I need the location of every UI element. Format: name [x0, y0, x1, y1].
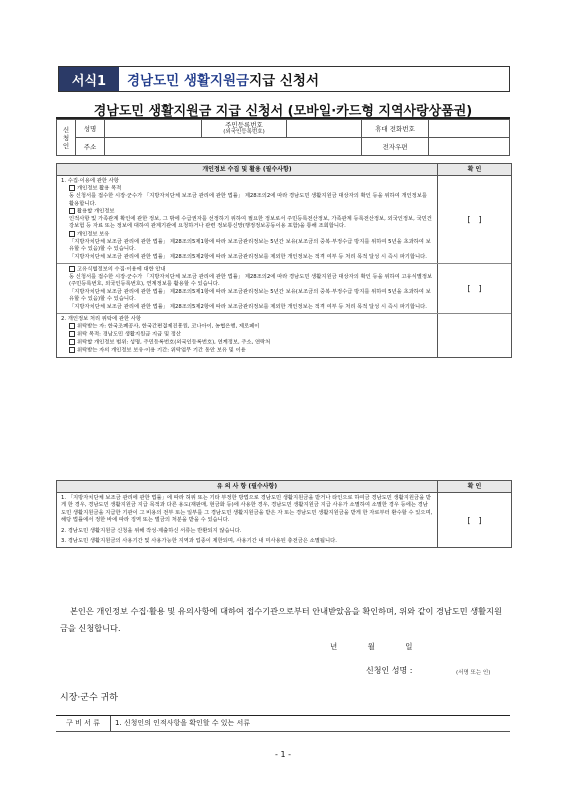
notes-block — [57, 493, 511, 547]
name-label: 성명 — [76, 120, 105, 138]
privacy-block-1 — [57, 176, 511, 264]
consent-statement: 본인은 개인정보 수집·활용 및 유의사항에 대하여 접수기관으로부터 안내받았음을 확인하며, 위와 같이 경남도민 생활지원금을 신청합니다. — [60, 606, 502, 633]
header-title — [119, 67, 319, 91]
checkbox-icon — [69, 339, 75, 345]
rrn-label-cell — [202, 120, 287, 138]
unique-id-text-1: 동 신청서를 접수한 시장·군수가 「지방자치단체 보조금 관리에 관한 법률」 제28조의2에 따라 경남도민 생활지원금 대상자의 확인 등을 위하여 고유식별정보(주민등록번호, 외국인등록번호), 연계정보를 활용할 수 있습니다. — [69, 273, 433, 288]
attachment-label: 구 비 서 류 — [56, 716, 111, 731]
signer-label[interactable]: 신청인 성명 : — [366, 666, 413, 675]
privacy-block-2 — [57, 264, 511, 314]
outsourcing-item: 위탁받는 자: 한국조폐공사, 한국간편결제진흥원, 코나아이, 농협은행, 제로페이 — [61, 323, 433, 331]
retention-text-2: 「지방자치단체 보조금 관리에 관한 법률」 제28조의5제2항에 따라 보조금관리정보를 제외한 개인정보는 적격 여부 등 처리 목적 달성 시 즉시 파기합니다. — [69, 253, 427, 260]
applicant-side-label: 신청인 — [57, 120, 76, 156]
privacy-confirm-box-2[interactable]: [ ] — [467, 283, 482, 293]
name-field[interactable] — [105, 120, 202, 138]
checkbox-icon — [69, 323, 75, 329]
notes-section-header — [57, 481, 511, 493]
applicant-table — [56, 119, 510, 156]
header-title-rest: 지급 신청서 — [249, 73, 319, 89]
notes-confirm-heading: 확 인 — [467, 483, 482, 490]
phone-label: 휴대 전화번호 — [362, 120, 429, 138]
notes-heading: 유 의 사 항 (필수사항) — [57, 481, 438, 492]
purpose-heading: 개인정보 활용 목적 — [61, 185, 433, 193]
address-label: 주소 — [76, 138, 105, 156]
notes-confirm-box[interactable]: [ ] — [467, 515, 482, 525]
privacy-confirm-heading: 확 인 — [467, 166, 482, 173]
rrn-label: 주민등록번호 — [225, 120, 263, 129]
signature-note: (서명 또는 인) — [456, 670, 491, 676]
checkbox-icon — [69, 231, 75, 237]
outsourcing-confirm-cell — [438, 314, 511, 357]
note-1: 1. 「지방자치단체 보조금 관리에 관한 법률」에 따라 허위 또는 기타 부정한 방법으로 경남도민 생활지원금을 받거나 타인으로 하여금 경남도민 생활지원금을 받게 한 경우, 경남도민 생활지원금 지급 목적과 다른 용도(재판매, 현금화 등)에 사용한 경우, 경남도민 생활지원금 지급 사유가 소멸하여 소멸한 경우 등에는 경남도민 생활지원금을 지급한 기관이 그 비용의 전부 또는 일부를 그 경남도민 생활지원금을 받은 자 또는 경남도민 생활지원금을 받게 한 자로부터 환수할 수 있으며, 해당 법률에서 정한 바에 따라 징역 또는 벌금의 처분을 받을 수 있습니다. — [61, 495, 433, 524]
info-heading: 활용할 개인정보 — [61, 208, 433, 216]
privacy-confirm-box-1[interactable]: [ ] — [467, 214, 482, 224]
info-text: 인적사항 및 가족관계 확인에 관한 정보, 그 밖에 수급권자를 선정하기 위하여 필요한 정보로서 주민등록전산정보, 가족관계 등록전산정보, 외국인정보, 국민건강보험 등 자료 또는 정보에 대하여 관계기관에 요청하거나 관련 정보통신망(행정정보공동이용 포함)을 통해 조회합니다. — [69, 216, 432, 230]
privacy-section-header — [57, 164, 511, 176]
email-field[interactable] — [429, 138, 510, 156]
outsourcing-title: 2. 개인정보 처리 위탁에 관한 사항 — [61, 315, 141, 322]
checkbox-icon — [69, 331, 75, 337]
checkbox-icon — [69, 347, 75, 353]
note-3: 3. 경남도민 생활지원금의 사용기간 및 사용가능한 지역과 업종이 제한되며, 사용기간 내 미사용된 충전금은 소멸됩니다. — [61, 538, 337, 545]
checkbox-icon — [69, 208, 75, 214]
form-number-badge: 서식1 — [59, 67, 119, 91]
outsourcing-item: 위탁 목적: 경남도민 생활지원금 지급 및 정산 — [61, 331, 433, 339]
attachment-value: 1. 신청인의 인적사항을 확인할 수 있는 서류 — [115, 719, 250, 727]
outsourcing-item: 위탁할 개인정보 범위: 성명, 주민등록번호(외국인등록번호), 연계정보, 주소, 연락처 — [61, 339, 433, 347]
notes-section — [56, 480, 512, 548]
date-line[interactable]: 년 월 일 — [330, 642, 427, 651]
rrn-sublabel: (외국인등록번호) — [223, 128, 265, 135]
note-2: 2. 경남도민 생활지원금 신청을 위해 작성·제출하신 서류는 반환되지 않습니다. — [61, 527, 242, 534]
rrn-field[interactable] — [287, 120, 362, 138]
purpose-text: 동 신청서를 접수한 시장·군수가 「지방자치단체 보조금 관리에 관한 법률」 제28조의2에 따라 경남도민 생활지원금 대상자의 확인 등을 위하여 개인정보를 활용합니다. — [69, 193, 428, 207]
outsourcing-item: 위탁받는 자의 개인정보 보유·이용 기간: 위탁업무 기간 동안 보유 및 이용 — [61, 347, 433, 355]
unique-id-text-2: 「지방자치단체 보조금 관리에 관한 법률」 제28조의5제1항에 따라 보조금관리정보는 5년간 보유(보조금의 중복·부정수급 방지를 위하여 5년을 초과하여 보유할 수 있음)할 수 있습니다. — [69, 288, 431, 303]
phone-field[interactable] — [429, 120, 510, 138]
checkbox-icon — [69, 266, 75, 272]
form-number-header — [58, 66, 510, 92]
collection-title: 1. 수집·이용에 관한 사항 — [61, 178, 119, 184]
unique-id-text-3: 「지방자치단체 보조금 관리에 관한 법률」 제28조의5제2항에 따라 보조금관리정보를 제외한 개인정보는 적격 여부 등 처리 목적 달성 시 즉시 파기합니다. — [69, 303, 427, 310]
document-title: 경남도민 생활지원금 지급 신청서 (모바일·카드형 지역사랑상품권) — [93, 104, 473, 119]
privacy-block-3 — [57, 314, 511, 357]
address-field[interactable] — [105, 138, 362, 156]
addressee: 시장·군수 귀하 — [60, 693, 118, 703]
retention-heading: 개인정보 보유 — [61, 231, 433, 239]
checkbox-icon — [69, 185, 75, 191]
privacy-section — [56, 163, 512, 358]
unique-id-heading: 고유식별정보의 수집·이용에 대한 안내 — [61, 266, 433, 274]
privacy-heading: 개인정보 수집 및 활용 (필수사항) — [57, 164, 438, 175]
retention-text-1: 「지방자치단체 보조금 관리에 관한 법률」 제28조의5제1항에 따라 보조금관리정보는 5년간 보유(보조금의 중복·부정수급 방지를 위하여 5년을 초과하여 보유할 수 있음)할 수 있습니다. — [69, 238, 431, 253]
attachment-row — [56, 715, 510, 732]
email-label: 전자우편 — [362, 138, 429, 156]
page-number: - 1 - — [275, 750, 291, 759]
header-title-blue: 경남도민 생활지원금 — [127, 73, 250, 89]
